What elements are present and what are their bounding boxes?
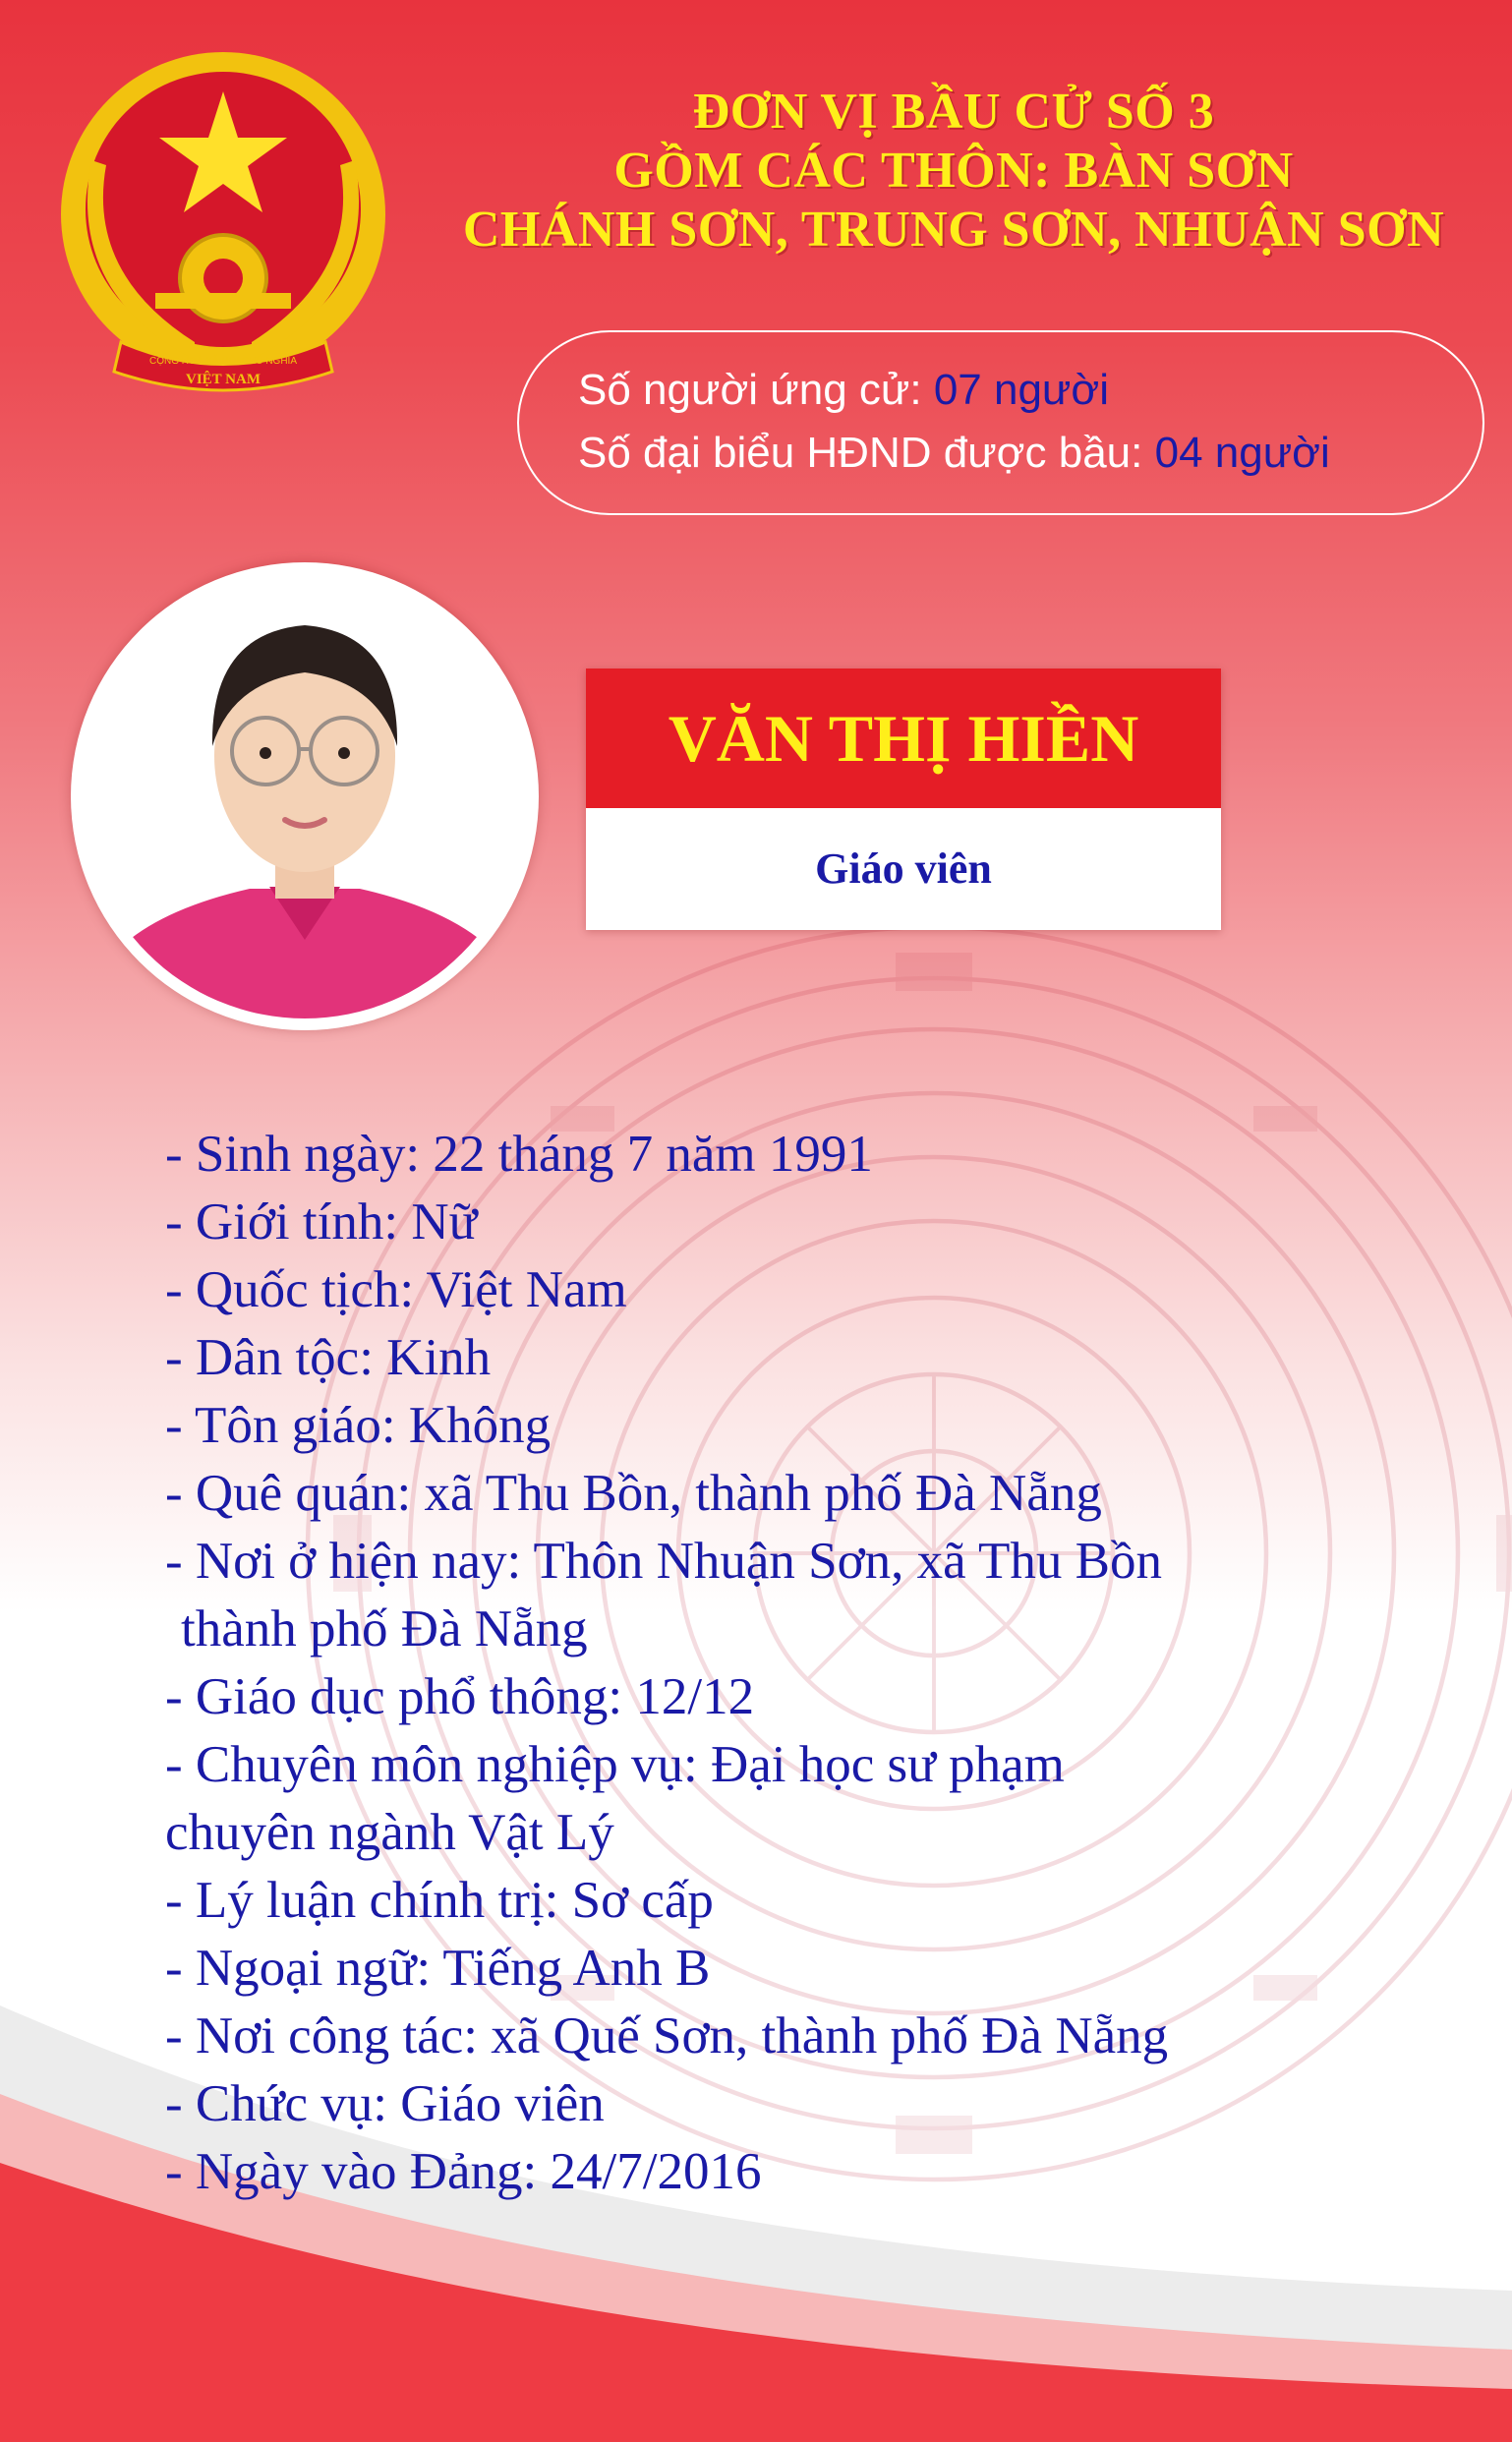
occupation-band	[586, 808, 1221, 930]
emblem-text-bottom: VIỆT NAM	[186, 372, 261, 387]
candidate-occupation: Giáo viên	[815, 844, 992, 893]
detail-position: - Chức vụ: Giáo viên	[165, 2075, 605, 2132]
detail-education: - Giáo dục phổ thông: 12/12	[165, 1668, 755, 1725]
detail-gender: - Giới tính: Nữ	[165, 1193, 478, 1250]
emblem-text-top: CỘNG HOÀ XÃ HỘI CHỦ NGHĨA	[148, 356, 298, 367]
detail-ethnicity: - Dân tộc: Kinh	[165, 1329, 492, 1386]
detail-hometown: - Quê quán: xã Thu Bồn, thành phố Đà Nẵng	[165, 1465, 1102, 1522]
detail-party-join-date: - Ngày vào Đảng: 24/7/2016	[165, 2143, 762, 2200]
header-line-3: CHÁNH SƠN, TRUNG SƠN, NHUẬN SƠN	[462, 202, 1445, 258]
candidate-name-card	[586, 669, 1221, 930]
detail-political-theory: - Lý luận chính trị: Sơ cấp	[165, 1872, 714, 1929]
candidate-stats-box	[517, 330, 1484, 515]
delegates-count-value: 04 người	[1154, 429, 1330, 477]
national-emblem-icon	[47, 47, 399, 411]
detail-specialty-cont: chuyên ngành Vật Lý	[165, 1804, 614, 1861]
candidate-photo	[83, 574, 527, 1018]
detail-birth-date: - Sinh ngày: 22 tháng 7 năm 1991	[165, 1126, 873, 1183]
delegates-count-label: Số đại biểu HĐND được bầu:	[578, 429, 1155, 477]
detail-specialty: - Chuyên môn nghiệp vụ: Đại học sư phạm	[165, 1736, 1065, 1793]
header-line-2: GỒM CÁC THÔN: BÀN SƠN	[613, 143, 1294, 199]
delegates-count-line	[578, 429, 1330, 478]
candidate-name: VĂN THỊ HIỀN	[668, 701, 1139, 776]
candidates-count-line	[578, 366, 1109, 415]
header-line-1: ĐƠN VỊ BẦU CỬ SỐ 3	[692, 84, 1215, 140]
candidate-portrait-icon	[83, 574, 527, 1018]
election-unit-header	[433, 83, 1475, 260]
detail-residence: - Nơi ở hiện nay: Thôn Nhuận Sơn, xã Thu Bồn	[165, 1533, 1162, 1590]
candidates-count-label: Số người ứng cử:	[578, 366, 934, 414]
detail-nationality: - Quốc tịch: Việt Nam	[165, 1261, 627, 1318]
detail-residence-cont: thành phố Đà Nẵng	[181, 1600, 588, 1657]
candidates-count-value: 07 người	[933, 366, 1110, 414]
detail-workplace: - Nơi công tác: xã Quế Sơn, thành phố Đà Nẵng	[165, 2007, 1169, 2064]
detail-foreign-language: - Ngoại ngữ: Tiếng Anh B	[165, 1940, 711, 1997]
name-band	[586, 669, 1221, 808]
candidate-details	[165, 1121, 1443, 2206]
detail-religion: - Tôn giáo: Không	[165, 1397, 552, 1454]
